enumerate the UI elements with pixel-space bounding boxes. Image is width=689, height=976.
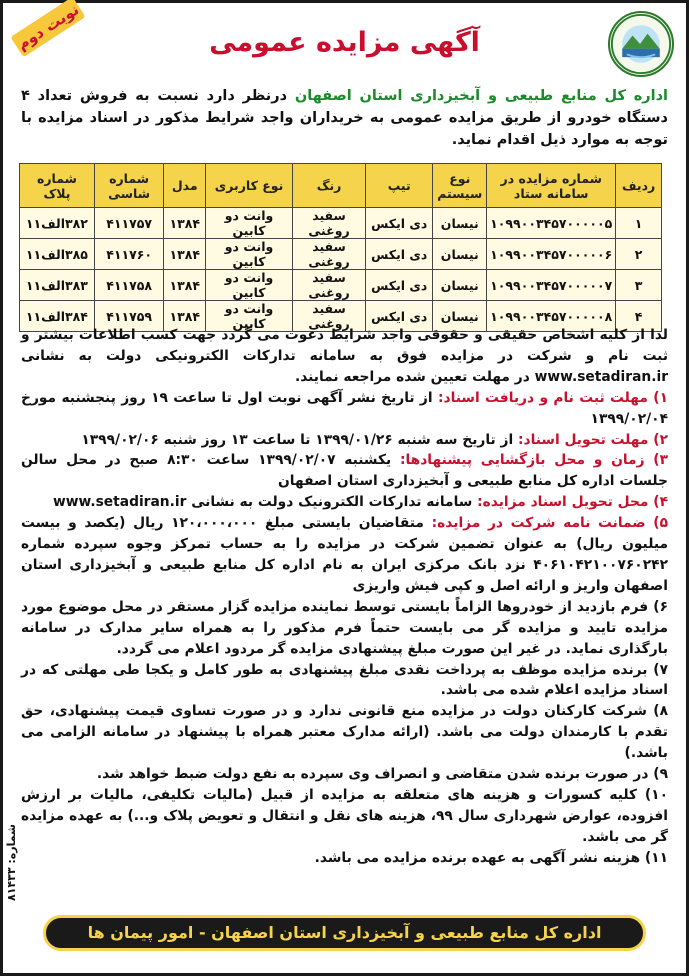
terms-paragraph	[21, 388, 668, 430]
table-cell: ۳۸۴الف۱۱	[20, 301, 95, 332]
table-row	[20, 208, 662, 239]
table-cell: ۲	[616, 239, 662, 270]
column-header: شماره مزایده در سامانه ستاد	[487, 164, 616, 208]
terms-paragraph	[21, 430, 668, 451]
notice-number: شماره: ۸۱۴۳۳	[5, 824, 18, 902]
terms-label: ۲) مهلت تحویل اسناد:	[517, 431, 668, 448]
column-header: شماره شاسی	[94, 164, 163, 208]
column-header: تیپ	[366, 164, 433, 208]
table-cell: نیسان	[433, 301, 487, 332]
column-header: شماره پلاک	[20, 164, 95, 208]
terms-text: یکشنبه ۱۳۹۹/۰۲/۰۷ ساعت ۸:۳۰ صبح در محل سالن جلسات اداره کل منابع طبیعی و آبخیزداری استان اصفهان	[21, 452, 668, 490]
column-header: نوع سیستم	[433, 164, 487, 208]
terms-text: ۱۱) هزینه نشر آگهی به عهده برنده مزایده می باشد.	[314, 849, 668, 866]
intro-org-name: اداره کل منابع طبیعی و آبخیزداری استان اصفهان	[294, 88, 668, 104]
terms-paragraph	[21, 848, 668, 869]
terms-paragraph	[21, 660, 668, 702]
terms-text: سامانه تدارکات الکترونیک دولت به نشانی www.setadiran.ir	[53, 494, 478, 511]
footer-banner: اداره کل منابع طبیعی و آبخیزداری استان اصفهان - امور پیمان ها	[43, 915, 646, 951]
table-cell: ۳۸۵الف۱۱	[20, 239, 95, 270]
terms-text: لذا از کلیه اشخاص حقیقی و حقوقی واجد شرایط دعوت می گردد جهت کسب اطلاعات بیشتر و ثبت نام و شرکت در مزایده فوق به سامانه تدارکات الکترونیکی دولت به نشانی www.setadiran.ir در مهلت تعیین شده مراجعه نمایند.	[21, 327, 668, 385]
table-cell: سفید روغنی	[292, 239, 365, 270]
org-logo	[608, 11, 674, 77]
table-row	[20, 239, 662, 270]
intro-paragraph	[21, 85, 668, 151]
terms-paragraph	[21, 785, 668, 848]
table-cell: ۴۱۱۷۵۹	[94, 301, 163, 332]
terms-paragraph	[21, 450, 668, 492]
terms-paragraph	[21, 513, 668, 597]
table-cell: وانت دو کابین	[206, 301, 293, 332]
column-header: نوع کاربری	[206, 164, 293, 208]
table-cell: ۴۱۱۷۵۷	[94, 208, 163, 239]
table-cell: ۳۸۳الف۱۱	[20, 270, 95, 301]
table-cell: ۱۰۹۹۰۰۳۴۵۷۰۰۰۰۰۸	[487, 301, 616, 332]
table-cell: وانت دو کابین	[206, 239, 293, 270]
table-cell: ۳	[616, 270, 662, 301]
table-cell: وانت دو کابین	[206, 270, 293, 301]
table-cell: نیسان	[433, 239, 487, 270]
column-header: رنگ	[292, 164, 365, 208]
table-cell: دی ایکس	[366, 208, 433, 239]
table-header-row	[20, 164, 662, 208]
table-cell: سفید روغنی	[292, 270, 365, 301]
terms-text: از تاریخ نشر آگهی نوبت اول تا ساعت ۱۹ روز پنجشنبه مورخ ۱۳۹۹/۰۲/۰۴	[21, 389, 668, 427]
terms-text: ۹) در صورت برنده شدن متقاضی و انصراف وی سپرده به نفع دولت ضبط خواهد شد.	[96, 766, 668, 783]
terms-label: ۴) محل تحویل اسناد مزایده:	[477, 494, 668, 511]
table-cell: نیسان	[433, 208, 487, 239]
terms-label: ۵) ضمانت نامه شرکت در مزایده:	[431, 515, 668, 532]
table-cell: سفید روغنی	[292, 301, 365, 332]
table-cell: دی ایکس	[366, 270, 433, 301]
terms-text: ۷) برنده مزایده موظف به پرداخت نقدی مبلغ پیشنهادی به طور کامل و یکجا طی مهلتی که در اسناد مزایده اعلام شده می باشد.	[21, 661, 668, 699]
table-cell: ۱۳۸۴	[164, 270, 206, 301]
table-cell: وانت دو کابین	[206, 208, 293, 239]
terms-text: ۶) فرم بازدید از خودروها الزاماً بایستی توسط نماینده مزایده گزار مستقر در محل موضوع مورد مزایده تایید و مزایده گر می بایست حتماً فرم مذکور را به همراه سایر مدارک در سامانه بارگذاری نماید. در غیر این صورت مبلغ پیشنهادی مزایده گر مردود اعلام می گردد.	[21, 598, 668, 657]
terms-label: ۳) زمان و محل بازگشایی پیشنهادها:	[399, 452, 669, 469]
vehicles-table	[19, 163, 662, 332]
table-cell: دی ایکس	[366, 301, 433, 332]
table-cell: ۱۳۸۴	[164, 239, 206, 270]
table-cell: ۴۱۱۷۶۰	[94, 239, 163, 270]
terms-text: متقاضیان بایستی مبلغ ۱۲۰،۰۰۰،۰۰۰ ریال (یکصد و بیست میلیون ریال) به عنوان تضمین شرکت در مزایده را به حساب تمرکز وجوه سپرده شماره ۴۰۶۱۰۴۲۱۰۰۷۶۰۲۴۲ نزد بانک مرکزی ایران به نام اداره کل منابع طبیعی و آبخیزداری استان اصفهان واریز و ارائه اصل و کپی فیش واریزی	[21, 515, 668, 594]
table-cell: نیسان	[433, 270, 487, 301]
table-cell: ۴۱۱۷۵۸	[94, 270, 163, 301]
table-cell: ۱۰۹۹۰۰۳۴۵۷۰۰۰۰۰۷	[487, 270, 616, 301]
terms-text: ۱۰) کلیه کسورات و هزینه های متعلقه به مزایده از قبیل (مالیات تکلیفی، مالیات بر ارزش افزوده، عوارض شهرداری سال ۹۹، هزینه های نقل و انتقال و تعویض پلاک و...) به عهده مزایده گر می باشد.	[21, 786, 668, 845]
table-cell: ۳۸۲الف۱۱	[20, 208, 95, 239]
intro-text: درنظر دارد نسبت به فروش تعداد ۴ دستگاه خودرو از طریق مزایده عمومی به خریداران واجد شرایط مذکور در اسناد مزایده با توجه به موارد ذیل اقدام نماید.	[21, 88, 668, 148]
table-cell: ۴	[616, 301, 662, 332]
table-cell: سفید روغنی	[292, 208, 365, 239]
round-badge: نوبت دوم	[10, 0, 85, 57]
page-title: آگهی مزایده عمومی	[209, 27, 480, 58]
column-header: مدل	[164, 164, 206, 208]
terms-paragraph	[21, 492, 668, 513]
terms-paragraph	[21, 764, 668, 785]
terms-paragraph	[21, 325, 668, 388]
table-cell: ۱۰۹۹۰۰۳۴۵۷۰۰۰۰۰۶	[487, 239, 616, 270]
terms-text: ۸) شرکت کارکنان دولت در مزایده منع قانونی ندارد و در صورت تساوی قیمت پیشنهادی، حق تقدم با کارمندان دولت می باشد. (ارائه مدارک معتبر همراه با پیشنهاد در سامانه الزامی می باشد.)	[21, 703, 668, 762]
table-row	[20, 270, 662, 301]
table-cell: دی ایکس	[366, 239, 433, 270]
table-cell: ۱۰۹۹۰۰۳۴۵۷۰۰۰۰۰۵	[487, 208, 616, 239]
terms-text: از تاریخ سه شنبه ۱۳۹۹/۰۱/۲۶ تا ساعت ۱۳ روز شنبه ۱۳۹۹/۰۲/۰۶	[81, 431, 518, 448]
column-header: ردیف	[616, 164, 662, 208]
table-cell: ۱۳۸۴	[164, 208, 206, 239]
terms-paragraph	[21, 597, 668, 660]
terms-paragraph	[21, 701, 668, 764]
table-cell: ۱	[616, 208, 662, 239]
terms-label: ۱) مهلت ثبت نام و دریافت اسناد:	[437, 389, 668, 406]
terms-section	[21, 325, 668, 869]
table-cell: ۱۳۸۴	[164, 301, 206, 332]
